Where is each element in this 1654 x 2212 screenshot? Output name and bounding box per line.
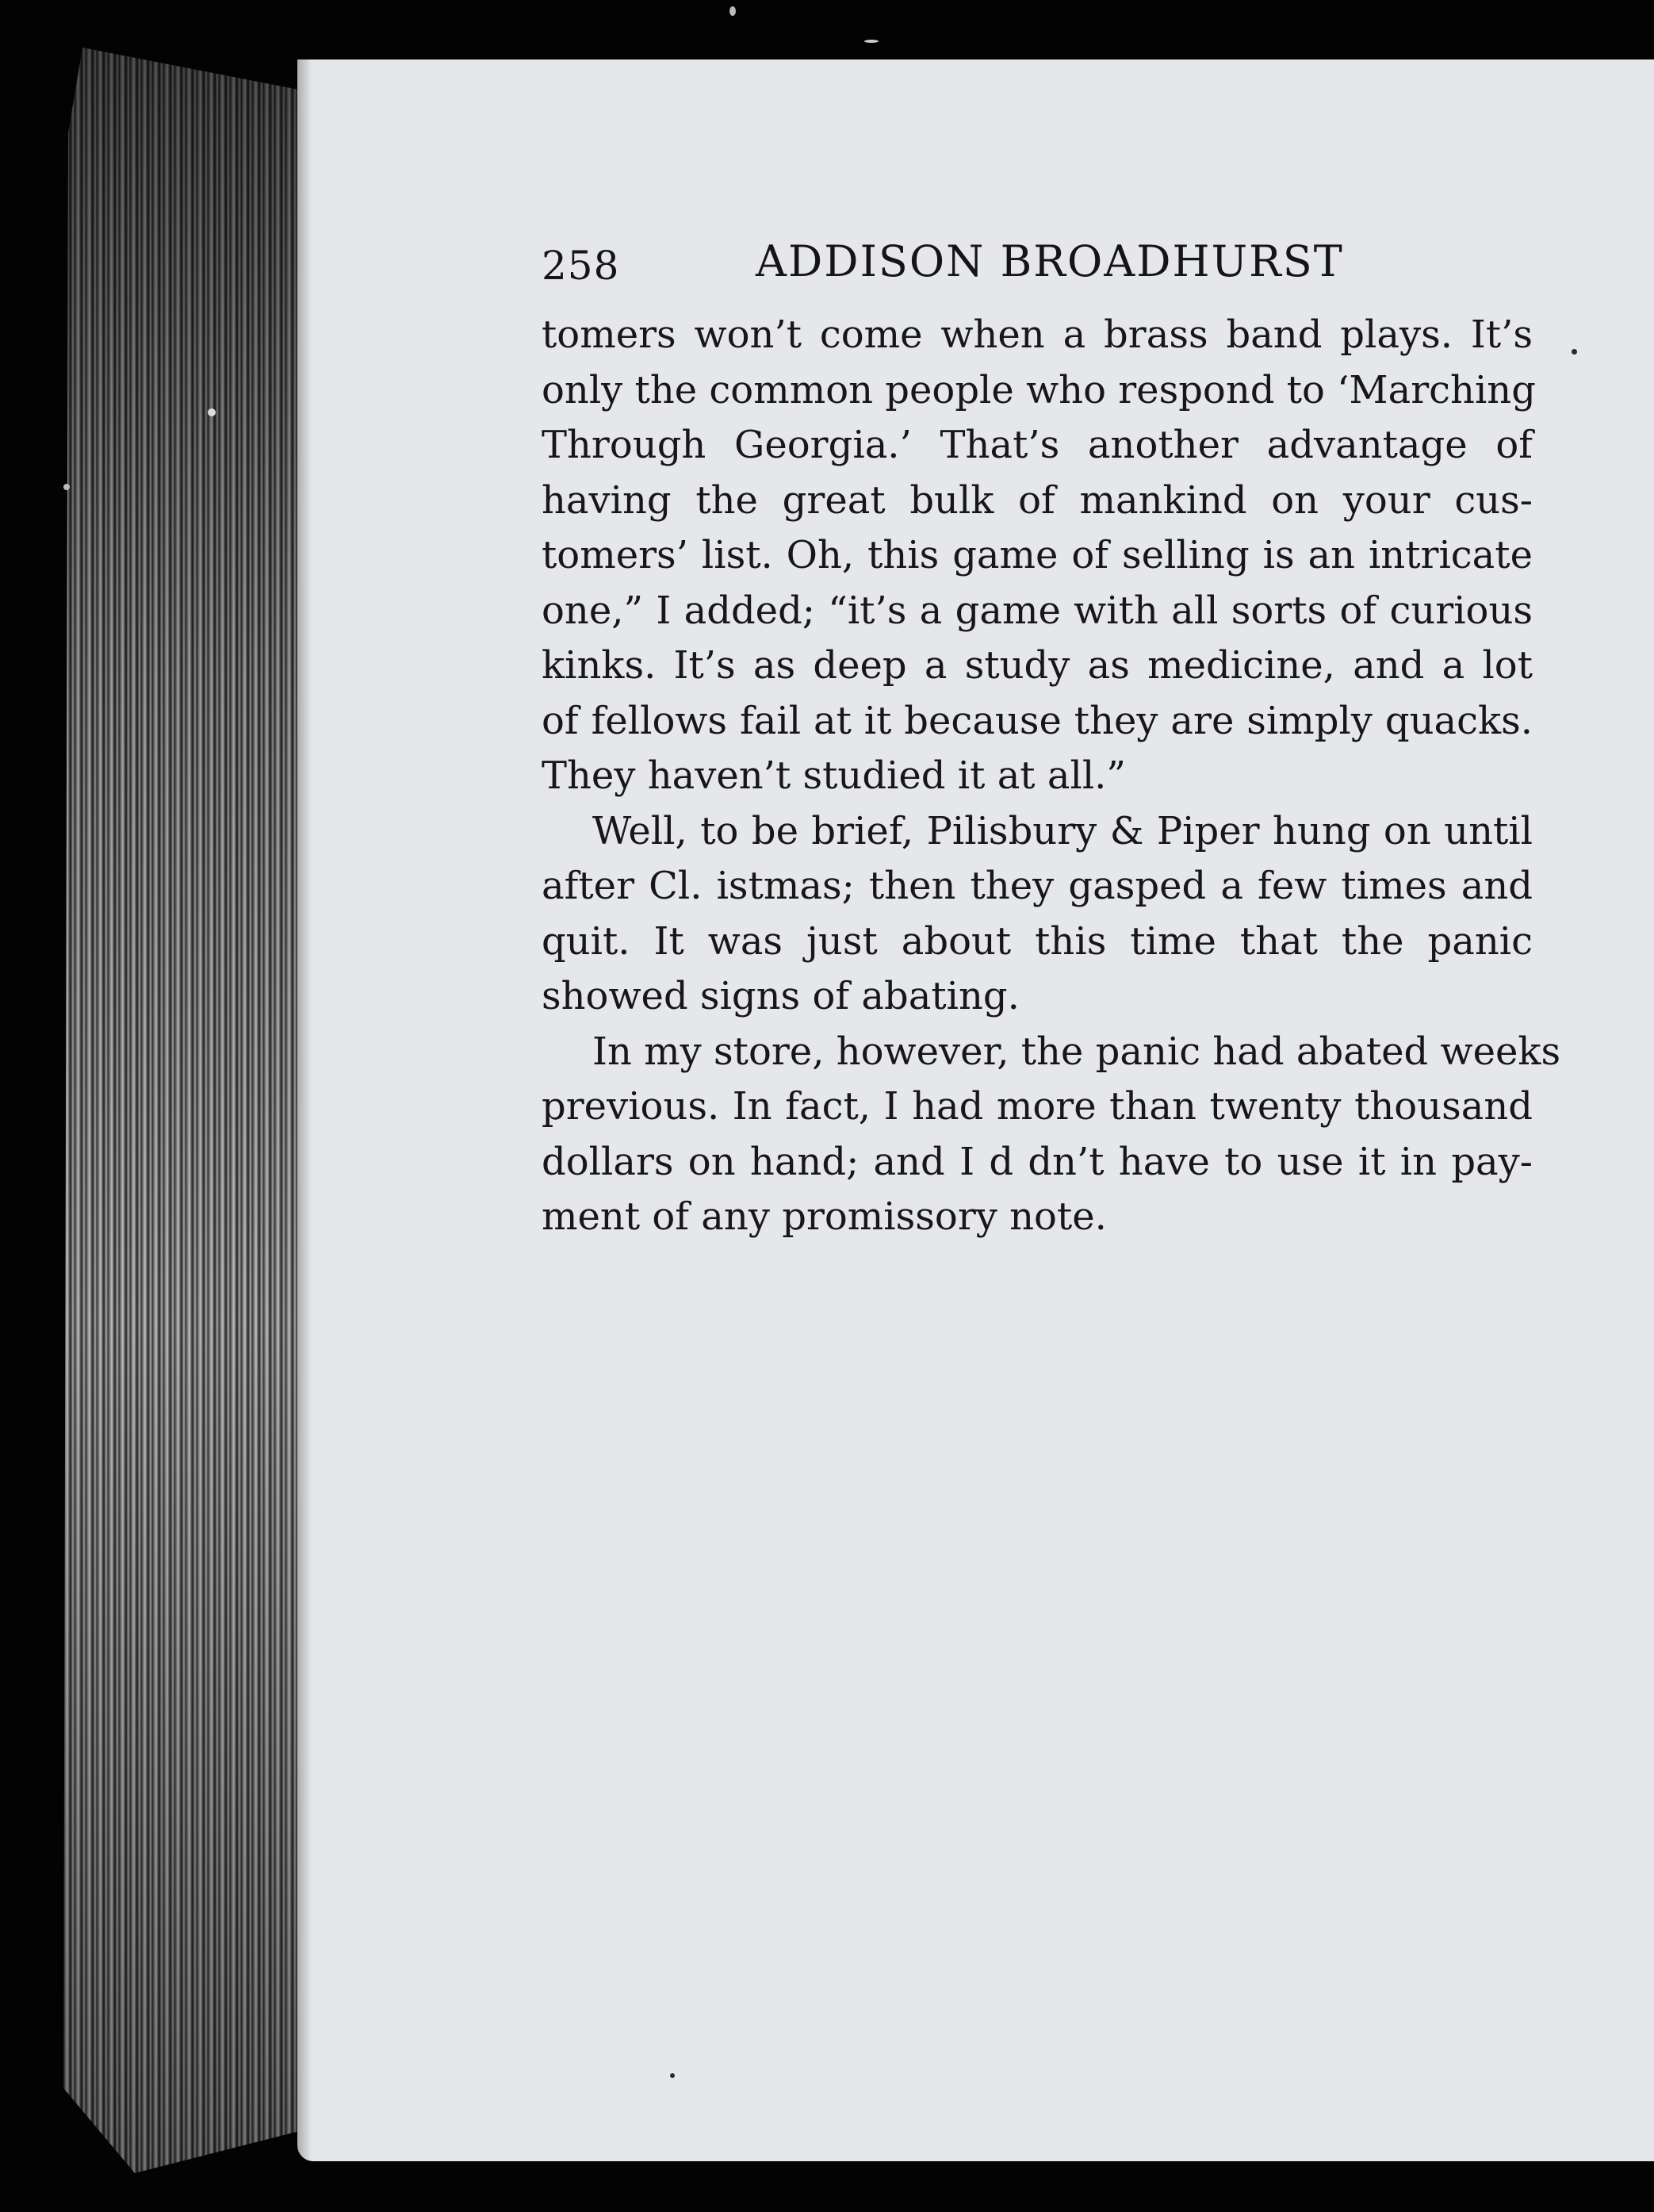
text-line: Through Georgia.’ That’s another advantage of	[542, 423, 1533, 467]
body-text	[542, 308, 1561, 1245]
text-line: kinks. It’s as deep a study as medicine, and a lot	[542, 643, 1533, 688]
text-line: of fellows fail at it because they are simply quacks.	[542, 698, 1533, 743]
text-line: quit. It was just about this time that the panic	[542, 918, 1533, 964]
text-line: having the great bulk of mankind on your cus-	[542, 477, 1533, 523]
text-line: They haven’t studied it at all.”	[542, 753, 1126, 798]
running-head	[542, 236, 1541, 300]
dust-speck	[864, 40, 879, 43]
running-head-title: ADDISON BROADHURST	[756, 236, 1344, 286]
page-number: 258	[542, 243, 620, 289]
text-line: tomers won’t come when a brass band plays. It’s	[542, 312, 1533, 357]
text-line: tomers’ list. Oh, this game of selling is an intricate	[542, 533, 1533, 577]
dust-speck	[63, 484, 70, 490]
text-line: In my store, however, the panic had abated weeks	[592, 1029, 1561, 1074]
text-line: showed signs of abating.	[542, 974, 1020, 1018]
text-line: ment of any promissory note.	[542, 1194, 1107, 1239]
book-page-edges	[63, 48, 301, 2173]
text-line: Well, to be brief, Pilisbury & Piper hung on until	[592, 808, 1533, 853]
dust-speck	[208, 408, 216, 416]
dust-speck	[1572, 349, 1577, 355]
dust-speck	[729, 6, 736, 16]
text-line: one,” I added; “it’s a game with all sorts of curious	[542, 588, 1533, 633]
text-line: after Cl. istmas; then they gasped a few times and	[542, 864, 1533, 908]
dust-speck	[670, 2073, 675, 2078]
text-line: dollars on hand; and I d dn’t have to use it in pay-	[542, 1139, 1533, 1184]
text-line: only the common people who respond to ‘Marching	[542, 367, 1536, 412]
text-line: previous. In fact, I had more than twenty thousand	[542, 1084, 1533, 1129]
